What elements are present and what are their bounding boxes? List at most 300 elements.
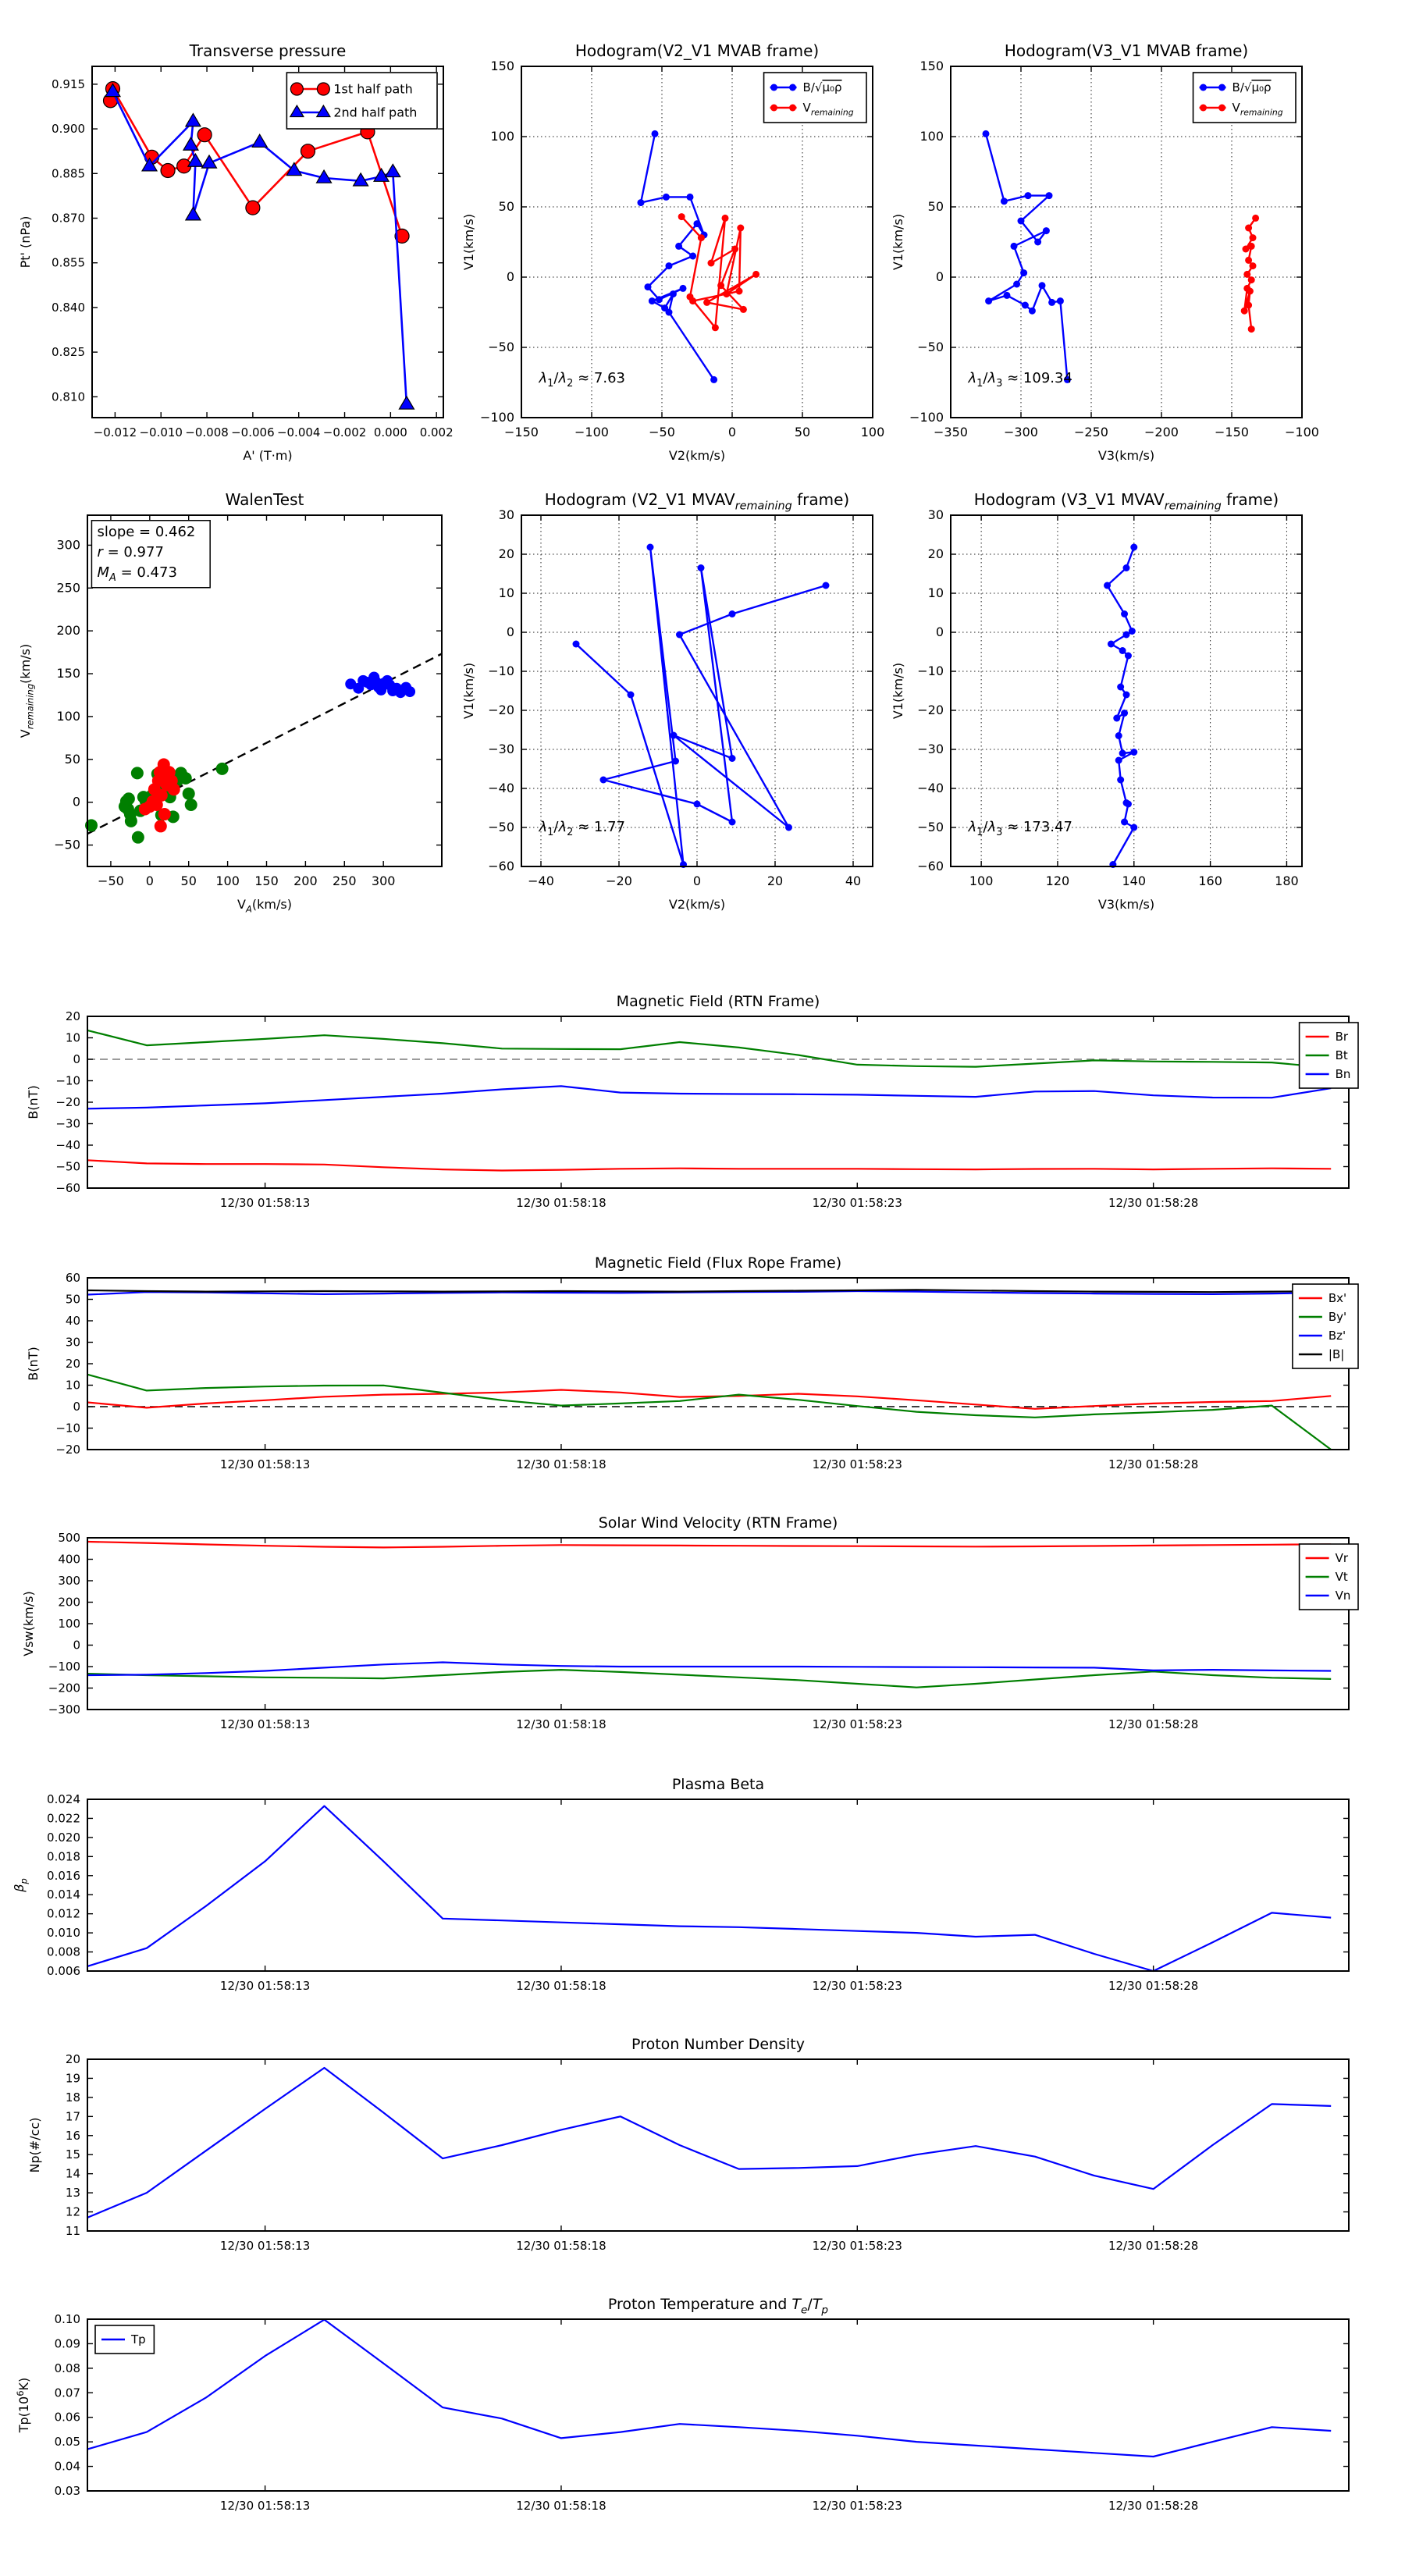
x-tick-label: 12/30 01:58:13 xyxy=(219,1717,311,1731)
x-tick-label: 12/30 01:58:13 xyxy=(219,2239,311,2253)
y-tick-label: −10 xyxy=(55,1073,80,1088)
x-tick-label: −50 xyxy=(649,425,675,439)
circle-marker xyxy=(1034,239,1041,246)
series-By-prime xyxy=(87,1375,1331,1450)
y-tick-label: 50 xyxy=(498,199,514,214)
x-tick-label: 12/30 01:58:28 xyxy=(1108,1196,1199,1210)
x-tick-label: −200 xyxy=(1144,425,1179,439)
y-tick-label: 0.855 xyxy=(52,255,85,270)
circle-marker xyxy=(185,799,197,811)
y-tick-label: 20 xyxy=(65,1009,80,1023)
legend-label: B/√μ₀ρ xyxy=(802,80,842,95)
circle-marker xyxy=(712,324,719,331)
circle-marker xyxy=(1043,227,1050,234)
circle-marker xyxy=(1121,710,1128,717)
stat-line: $M_A = 0.473$ xyxy=(97,564,177,584)
x-tick-label: 12/30 01:58:18 xyxy=(516,1457,606,1471)
y-tick-label: 100 xyxy=(58,1617,80,1631)
circle-marker xyxy=(678,213,685,220)
circle-marker xyxy=(729,755,736,762)
x-tick-label: 12/30 01:58:28 xyxy=(1108,1717,1199,1731)
y-tick-label: 0.10 xyxy=(54,2312,80,2326)
y-tick-label: 0.09 xyxy=(54,2336,80,2351)
legend-label: Vt xyxy=(1335,1570,1348,1585)
y-tick-label: 0.04 xyxy=(54,2459,80,2474)
ticks xyxy=(87,1278,1349,1450)
circle-marker xyxy=(1250,262,1257,269)
x-tick-label: 250 xyxy=(333,873,357,888)
x-tick-label: 20 xyxy=(767,873,784,888)
x-tick-label: −0.008 xyxy=(185,425,229,439)
legend-label: 1st half path xyxy=(333,81,413,97)
legend-label: $V_{remaining}$ xyxy=(1232,101,1283,118)
y-axis-label: V1(km/s) xyxy=(461,662,476,720)
y-tick-label: −40 xyxy=(55,1138,80,1152)
y-tick-label: 250 xyxy=(56,580,80,596)
legend-marker xyxy=(770,84,777,91)
circle-marker xyxy=(1125,801,1132,808)
y-axis-label: $\beta_p$ xyxy=(12,1878,30,1892)
chart-title: Solar Wind Velocity (RTN Frame) xyxy=(598,1514,838,1532)
axes-frame xyxy=(87,2319,1349,2491)
circle-marker xyxy=(729,819,736,826)
circle-marker xyxy=(573,641,580,648)
legend-marker xyxy=(1200,105,1207,112)
y-tick-label: 0 xyxy=(935,269,944,284)
x-tick-label: 12/30 01:58:28 xyxy=(1108,1457,1199,1471)
circle-marker xyxy=(1104,582,1111,589)
legend-marker xyxy=(1200,84,1207,91)
circle-marker xyxy=(698,564,705,571)
circle-marker xyxy=(1247,288,1254,295)
y-tick-label: −50 xyxy=(917,340,944,354)
chart-title: Plasma Beta xyxy=(671,1776,765,1793)
legend-label: $V_{remaining}$ xyxy=(802,101,854,118)
circle-marker xyxy=(656,296,663,303)
series-Vr xyxy=(87,1542,1331,1547)
circle-marker xyxy=(1113,715,1120,722)
x-tick-label: 12/30 01:58:13 xyxy=(219,2499,311,2513)
y-tick-label: 0.825 xyxy=(52,345,85,360)
triangle-marker xyxy=(286,162,301,175)
x-tick-label: −0.012 xyxy=(93,425,137,439)
x-tick-label: 12/30 01:58:18 xyxy=(516,2499,606,2513)
circle-marker xyxy=(1125,653,1132,660)
x-tick-label: 12/30 01:58:18 xyxy=(516,1717,606,1731)
series-beta-p xyxy=(87,1806,1331,1971)
y-tick-label: −100 xyxy=(48,1660,80,1674)
y-tick-label: −50 xyxy=(55,1159,80,1174)
y-tick-label: 17 xyxy=(65,2109,80,2124)
y-tick-label: 20 xyxy=(65,2052,80,2066)
x-tick-label: −0.002 xyxy=(322,425,367,439)
x-tick-label: −100 xyxy=(1285,425,1319,439)
circle-marker xyxy=(1025,192,1032,199)
y-axis-label: V1(km/s) xyxy=(891,662,905,720)
y-tick-label: 200 xyxy=(56,623,80,639)
x-axis-label: $V_A(km/s)$ xyxy=(237,897,292,915)
circle-marker xyxy=(638,199,645,206)
x-tick-label: 0 xyxy=(727,425,737,439)
circle-marker xyxy=(155,820,167,832)
chart-plasma-beta xyxy=(12,1776,1349,1993)
y-tick-label: −60 xyxy=(55,1181,80,1195)
circle-marker xyxy=(698,234,705,241)
triangle-marker xyxy=(252,134,267,147)
series-Vt xyxy=(87,1670,1331,1688)
y-tick-label: 300 xyxy=(56,537,80,553)
stat-line: slope = 0.462 xyxy=(97,523,196,540)
y-tick-label: −40 xyxy=(917,781,944,795)
chart-magnetic-field-flux-rope xyxy=(26,1254,1358,1471)
y-tick-label: −10 xyxy=(488,664,514,678)
x-tick-label: 150 xyxy=(254,873,279,888)
circle-marker xyxy=(1115,757,1122,764)
y-tick-label: 0 xyxy=(73,1638,80,1653)
circle-marker xyxy=(1108,641,1115,648)
x-tick-label: 12/30 01:58:28 xyxy=(1108,2499,1199,2513)
series-B-over-sqrt-mu0rho xyxy=(641,133,714,379)
y-tick-label: 150 xyxy=(490,59,514,73)
y-tick-label: 0.840 xyxy=(52,300,85,315)
series-v-remaining-hodogram xyxy=(1108,547,1134,865)
x-tick-label: −40 xyxy=(528,873,554,888)
y-tick-label: 0.870 xyxy=(52,211,85,226)
circle-marker xyxy=(1243,271,1250,278)
series-Bx-prime xyxy=(87,1390,1331,1409)
circle-marker xyxy=(737,225,744,232)
y-tick-label: 400 xyxy=(58,1552,80,1567)
y-tick-label: −20 xyxy=(917,703,944,717)
x-tick-label: −150 xyxy=(1215,425,1249,439)
series-Np xyxy=(87,2068,1331,2218)
legend-label: Tp xyxy=(131,2332,146,2347)
circle-marker xyxy=(647,544,654,551)
chart-title: Transverse pressure xyxy=(189,41,347,60)
series-B-over-sqrt-mu0rho xyxy=(986,133,1067,379)
series-B-over-sqrt-mu0rho-markers xyxy=(638,130,718,383)
circle-marker xyxy=(1001,197,1008,205)
triangle-marker xyxy=(399,397,414,409)
legend-label: |B| xyxy=(1328,1347,1345,1362)
y-tick-label: 200 xyxy=(58,1595,80,1610)
circle-marker xyxy=(1013,281,1020,288)
circle-marker xyxy=(158,808,171,820)
y-tick-label: 0.022 xyxy=(47,1811,80,1826)
x-tick-label: 180 xyxy=(1275,873,1299,888)
x-tick-label: −150 xyxy=(504,425,539,439)
y-tick-label: 50 xyxy=(64,751,80,767)
y-tick-label: −300 xyxy=(48,1703,80,1717)
circle-marker xyxy=(600,777,607,784)
series-Br xyxy=(87,1160,1331,1170)
y-tick-label: −60 xyxy=(488,859,514,873)
circle-marker xyxy=(1119,647,1126,654)
circle-marker xyxy=(1039,282,1046,289)
y-tick-label: 0.08 xyxy=(54,2361,80,2375)
legend-proton-temperature xyxy=(95,2325,154,2354)
y-tick-label: −100 xyxy=(480,410,514,425)
circle-marker xyxy=(301,144,315,158)
legend-label: Vr xyxy=(1335,1551,1349,1566)
y-tick-label: 0.020 xyxy=(47,1830,80,1845)
y-tick-label: 0.016 xyxy=(47,1868,80,1883)
series-v-remaining-hodogram xyxy=(576,547,826,865)
chart-hodogram-v2v1-mvab xyxy=(461,41,884,463)
circle-marker xyxy=(708,260,715,267)
circle-marker xyxy=(676,632,683,639)
grid xyxy=(521,515,873,866)
legend-magnetic-field-flux-rope xyxy=(1293,1284,1358,1368)
x-tick-label: 120 xyxy=(1045,873,1070,888)
circle-marker xyxy=(680,285,687,292)
x-tick-label: 12/30 01:58:23 xyxy=(812,2239,902,2253)
circle-marker xyxy=(694,801,701,808)
circle-marker xyxy=(1252,215,1259,222)
circle-marker xyxy=(1130,544,1137,551)
x-tick-label: 200 xyxy=(293,873,318,888)
legend-marker xyxy=(1218,84,1225,91)
chart-title: Hodogram(V2_V1 MVAB frame) xyxy=(574,41,820,60)
chart-title: Magnetic Field (RTN Frame) xyxy=(616,993,820,1010)
y-tick-label: −30 xyxy=(488,742,514,756)
x-tick-label: 12/30 01:58:13 xyxy=(219,1196,311,1210)
y-tick-label: 18 xyxy=(65,2090,80,2105)
y-axis-label: B(nT) xyxy=(26,1347,41,1381)
chart-title: Proton Temperature and $T_e/T_p$ xyxy=(607,2296,829,2317)
x-tick-label: 50 xyxy=(794,425,811,439)
y-tick-label: 0.07 xyxy=(54,2386,80,2400)
y-tick-label: −10 xyxy=(55,1421,80,1436)
y-tick-label: 0 xyxy=(506,624,514,639)
chart-magnetic-field-rtn xyxy=(26,993,1358,1210)
series-B-magnitude xyxy=(87,1290,1331,1292)
y-tick-label: 12 xyxy=(65,2204,80,2219)
stat-line: r = 0.977 xyxy=(97,543,164,560)
y-axis-label: Np(#/cc) xyxy=(27,2117,42,2173)
legend-hodogram-v3v1-mvab xyxy=(1193,73,1296,123)
y-tick-label: 0.03 xyxy=(54,2484,80,2498)
legend-marker xyxy=(770,105,777,112)
circle-marker xyxy=(666,309,673,316)
annotation: $\lambda_1/\lambda_2 \approx 7.63$ xyxy=(539,370,625,390)
chart-title: Proton Number Density xyxy=(631,2036,805,2053)
circle-marker xyxy=(1057,297,1064,304)
circle-marker xyxy=(216,763,229,775)
chart-proton-number-density xyxy=(27,2036,1349,2253)
y-tick-label: 0 xyxy=(72,794,80,809)
circle-marker xyxy=(645,283,652,290)
circle-marker xyxy=(663,194,670,201)
y-tick-label: −10 xyxy=(917,664,944,678)
y-tick-label: −30 xyxy=(55,1116,80,1131)
y-tick-label: 0.810 xyxy=(52,390,85,404)
circle-marker xyxy=(1248,276,1255,283)
legend-marker xyxy=(789,84,796,91)
legend-label: B/√μ₀ρ xyxy=(1232,80,1272,95)
chart-transverse-pressure xyxy=(18,41,454,463)
y-axis-label: Vsw(km/s) xyxy=(21,1591,36,1656)
legend-box xyxy=(1293,1284,1358,1368)
circle-marker xyxy=(722,215,729,222)
circle-marker xyxy=(161,163,175,177)
circle-marker xyxy=(123,792,135,805)
annotation: $\lambda_1/\lambda_3 \approx 173.47$ xyxy=(968,819,1072,839)
chart-title: Hodogram (V2_V1 $MVAV_{remaining}$ frame) xyxy=(544,490,850,513)
circle-marker xyxy=(710,376,717,383)
x-tick-label: −300 xyxy=(1004,425,1038,439)
y-tick-label: −30 xyxy=(917,742,944,756)
legend-marker xyxy=(317,83,329,95)
x-tick-label: −0.010 xyxy=(139,425,183,439)
y-tick-label: 30 xyxy=(65,1335,80,1350)
x-tick-label: 0.002 xyxy=(419,425,454,439)
circle-marker xyxy=(132,831,144,844)
x-tick-label: 100 xyxy=(969,873,994,888)
y-tick-label: −20 xyxy=(55,1443,80,1457)
y-tick-label: 15 xyxy=(65,2147,80,2162)
x-tick-label: −20 xyxy=(606,873,632,888)
x-tick-label: 140 xyxy=(1122,873,1147,888)
y-tick-label: −20 xyxy=(55,1095,80,1109)
x-tick-label: −250 xyxy=(1074,425,1108,439)
circle-marker xyxy=(180,772,192,785)
y-tick-label: 10 xyxy=(65,1030,80,1045)
y-tick-label: 0.018 xyxy=(47,1849,80,1864)
axes-frame xyxy=(87,1538,1349,1710)
x-tick-label: 12/30 01:58:18 xyxy=(516,1979,606,1993)
circle-marker xyxy=(1117,777,1124,784)
circle-marker xyxy=(666,262,673,269)
y-axis-label: $Tp(10^6K)$ xyxy=(14,2377,31,2433)
legend-solar-wind-velocity xyxy=(1300,1544,1358,1610)
chart-title: Hodogram(V3_V1 MVAB frame) xyxy=(1004,41,1249,60)
chart-title: Magnetic Field (Flux Rope Frame) xyxy=(594,1254,842,1272)
x-axis-label: V2(km/s) xyxy=(668,897,726,912)
y-tick-label: 0.900 xyxy=(52,122,85,137)
circle-marker xyxy=(1130,749,1137,756)
axes-frame xyxy=(87,1278,1349,1450)
chart-title: Hodogram (V3_V1 $MVAV_{remaining}$ frame) xyxy=(973,490,1279,513)
x-tick-label: 12/30 01:58:18 xyxy=(516,2239,606,2253)
x-tick-label: 300 xyxy=(371,873,396,888)
circle-marker xyxy=(985,297,992,304)
series-Vn xyxy=(87,1663,1331,1676)
y-axis-label: B(nT) xyxy=(26,1085,41,1119)
y-tick-label: 0.06 xyxy=(54,2410,80,2425)
x-tick-label: 160 xyxy=(1198,873,1222,888)
ticks xyxy=(87,2059,1349,2231)
legend-marker xyxy=(789,105,796,112)
y-tick-label: 100 xyxy=(919,129,944,144)
x-tick-label: −0.006 xyxy=(231,425,275,439)
series-Tp xyxy=(87,2320,1331,2457)
x-tick-label: 50 xyxy=(180,873,197,888)
circle-marker xyxy=(1018,218,1025,225)
circle-marker xyxy=(1121,819,1128,826)
y-tick-label: 50 xyxy=(927,199,944,214)
y-tick-label: 0.006 xyxy=(47,1964,80,1978)
y-tick-label: 16 xyxy=(65,2128,80,2143)
y-tick-label: 0.008 xyxy=(47,1944,80,1959)
triangle-marker xyxy=(186,114,201,126)
circle-marker xyxy=(1022,302,1029,309)
y-tick-label: −50 xyxy=(488,340,514,354)
circle-marker xyxy=(729,610,736,617)
series-Bt xyxy=(87,1030,1331,1068)
circle-marker xyxy=(1115,732,1122,739)
ticks xyxy=(87,2319,1349,2491)
circle-marker xyxy=(1123,632,1130,639)
x-tick-label: 0 xyxy=(145,873,154,888)
series-Bn xyxy=(87,1086,1331,1108)
circle-marker xyxy=(717,282,724,289)
x-tick-label: −100 xyxy=(574,425,609,439)
y-tick-label: 40 xyxy=(65,1314,80,1328)
annotation: $\lambda_1/\lambda_2 \approx 1.77$ xyxy=(539,819,625,839)
circle-marker xyxy=(1245,225,1252,232)
circle-marker xyxy=(736,288,743,295)
chart-hodogram-v2v1-mvav xyxy=(461,490,873,912)
y-tick-label: −60 xyxy=(917,859,944,873)
circle-marker xyxy=(687,194,694,201)
y-tick-label: 11 xyxy=(65,2224,80,2238)
circle-marker xyxy=(1046,192,1053,199)
y-tick-label: −50 xyxy=(488,820,514,834)
chart-walen-test xyxy=(18,490,442,914)
y-tick-label: 13 xyxy=(65,2186,80,2201)
legend-transverse-pressure xyxy=(286,73,437,129)
legend-label: Br xyxy=(1335,1030,1349,1044)
y-tick-label: 30 xyxy=(498,507,514,522)
y-tick-label: −50 xyxy=(917,820,944,834)
circle-marker xyxy=(689,253,696,260)
series-v-remaining-hodogram-markers xyxy=(1104,544,1137,869)
y-tick-label: 50 xyxy=(65,1292,80,1307)
annotation: $\lambda_1/\lambda_3 \approx 109.34$ xyxy=(968,370,1072,390)
series-alfven-cluster-markers xyxy=(345,671,415,698)
y-tick-label: 60 xyxy=(65,1271,80,1285)
y-tick-label: 10 xyxy=(927,585,944,600)
triangle-marker xyxy=(183,137,198,150)
y-tick-label: 300 xyxy=(58,1574,80,1588)
x-axis-label: A' (T·m) xyxy=(243,448,293,463)
legend-label: Vn xyxy=(1335,1589,1351,1603)
y-tick-label: 0.915 xyxy=(52,76,85,91)
circle-marker xyxy=(723,290,730,297)
x-tick-label: 0 xyxy=(692,873,702,888)
circle-marker xyxy=(652,130,659,137)
x-tick-label: 12/30 01:58:13 xyxy=(219,1979,311,1993)
y-tick-label: 0 xyxy=(73,1400,80,1414)
circle-marker xyxy=(125,815,137,827)
legend-label: Bt xyxy=(1335,1048,1348,1063)
y-tick-label: 30 xyxy=(927,507,944,522)
y-tick-label: −100 xyxy=(909,410,944,425)
circle-marker xyxy=(246,201,260,215)
triangle-marker xyxy=(186,208,201,220)
y-axis-label: Pt' (nPa) xyxy=(18,215,33,269)
legend-magnetic-field-rtn xyxy=(1300,1023,1358,1088)
y-tick-label: 0 xyxy=(73,1052,80,1066)
y-axis-label: V1(km/s) xyxy=(461,213,476,271)
circle-marker xyxy=(1004,292,1011,299)
circle-marker xyxy=(1123,692,1130,699)
circle-marker xyxy=(404,686,415,697)
circle-marker xyxy=(1248,326,1255,333)
y-tick-label: 500 xyxy=(58,1531,80,1545)
circle-marker xyxy=(1130,824,1137,831)
